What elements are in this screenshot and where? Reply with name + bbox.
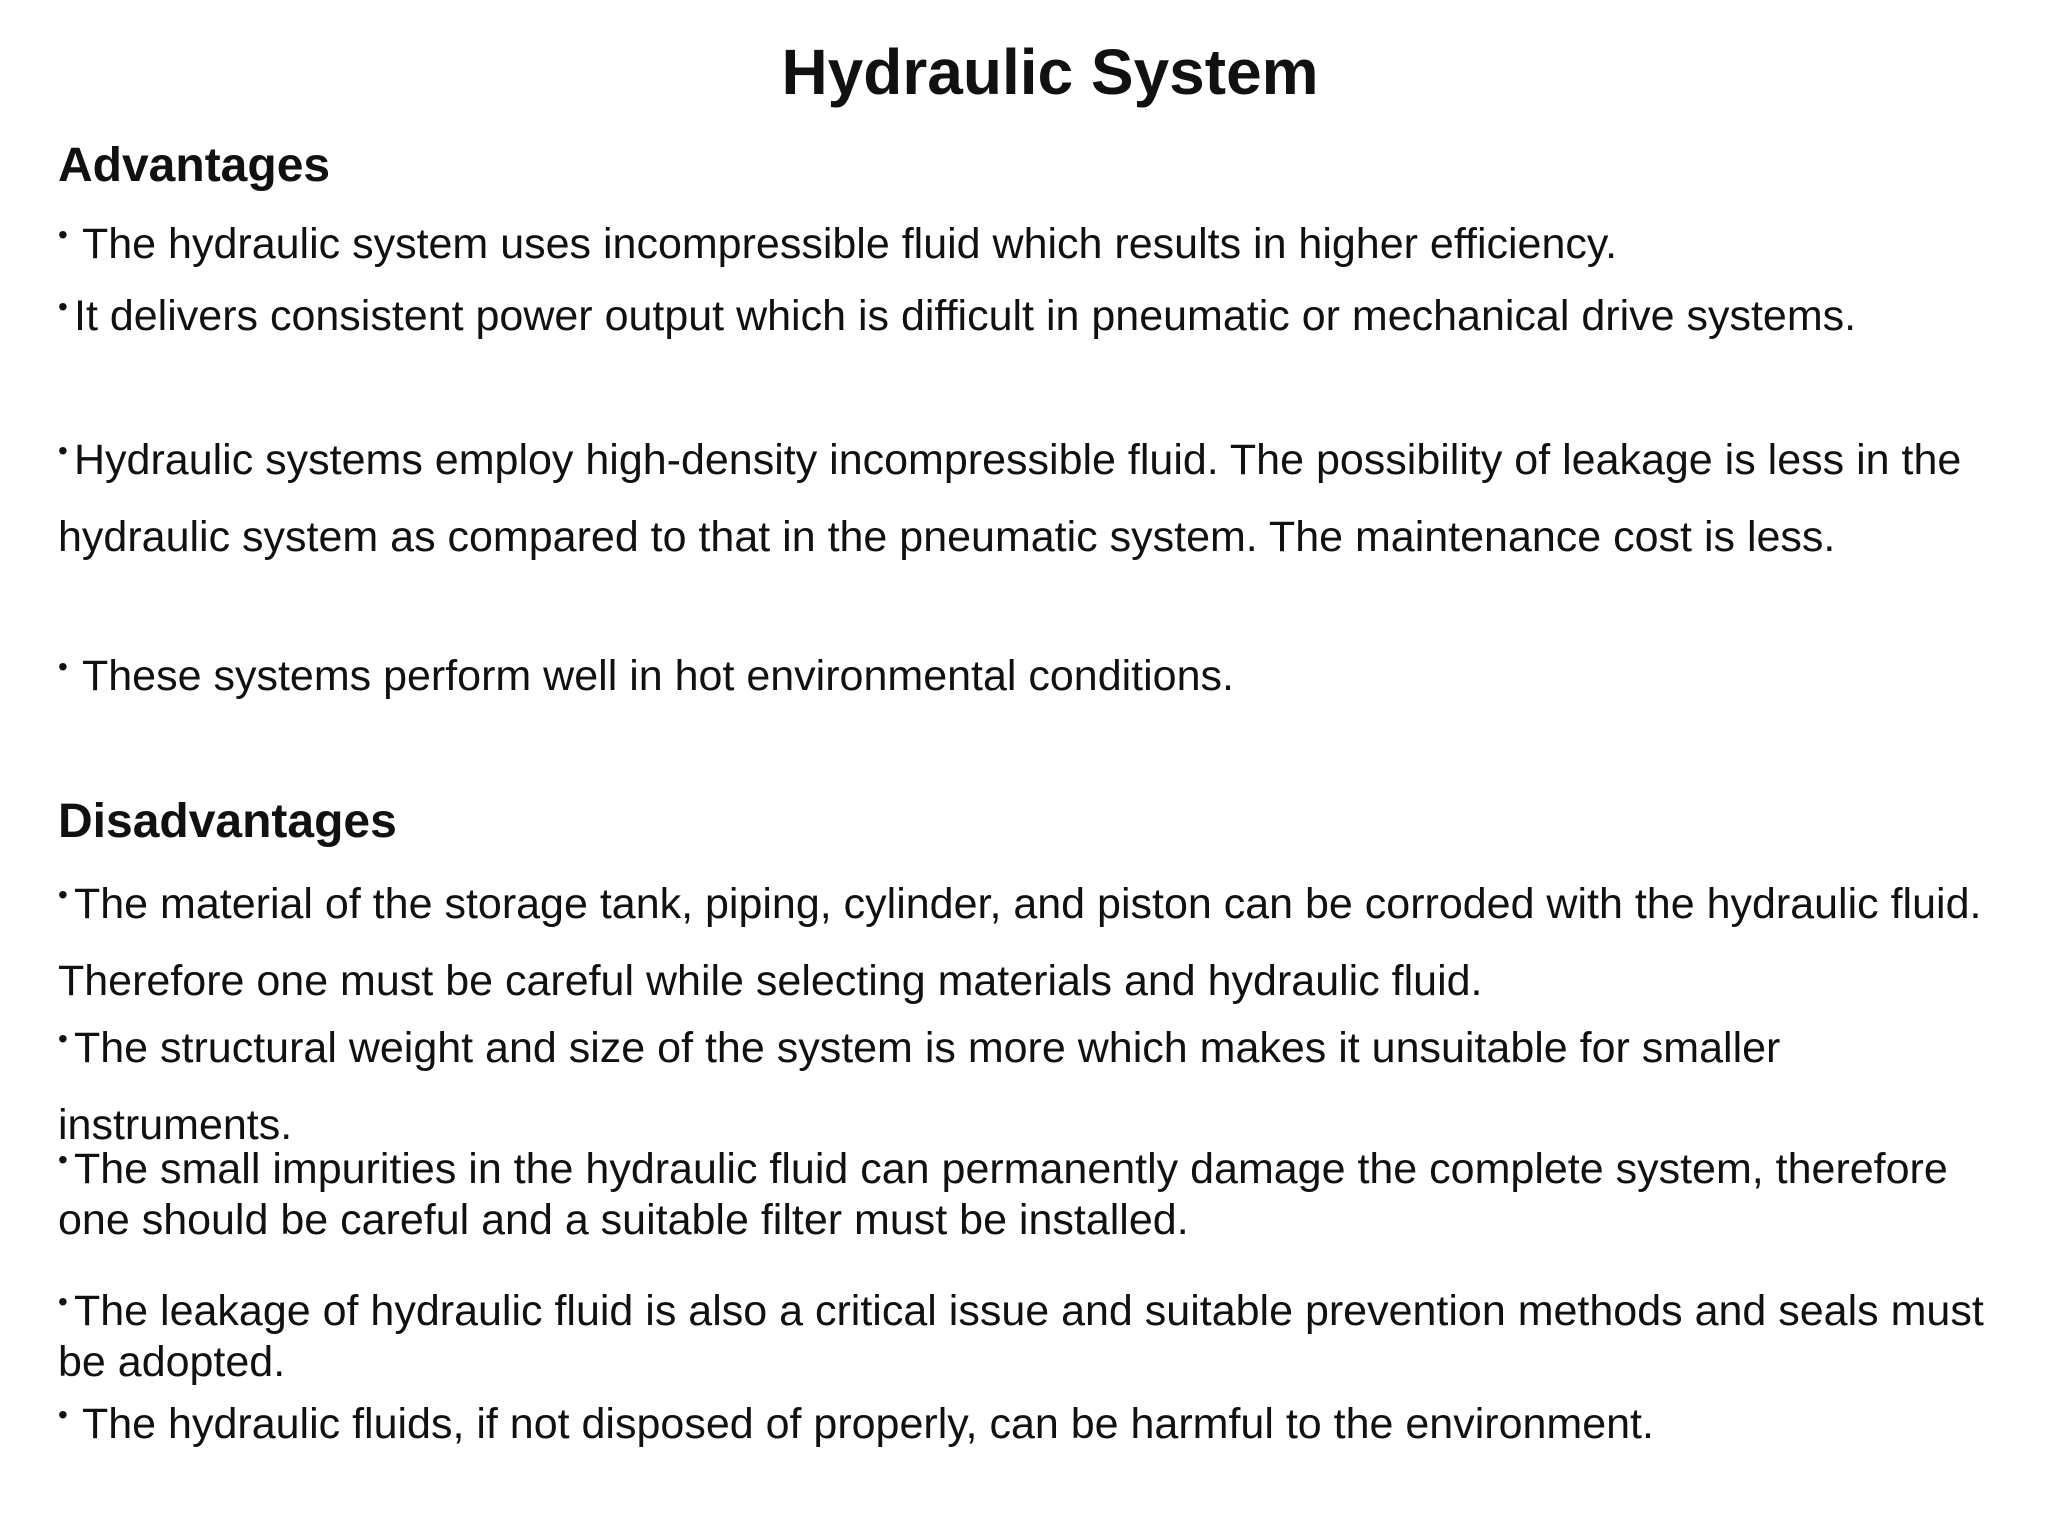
advantage-item-text: Hydraulic systems employ high-density incompressible fluid. The possibility of leakage is less in the hydraulic system as compared to that in the pneumatic system. The maintenance cost is less. <box>58 436 1962 561</box>
advantage-item-text: The hydraulic system uses incompressible fluid which results in higher efficiency. <box>82 220 1618 268</box>
advantage-item-text: These systems perform well in hot environmental conditions. <box>82 652 1234 700</box>
disadvantage-item-text: The material of the storage tank, piping, cylinder, and piston can be corroded with the hydraulic fluid. Therefore one must be careful while selecting materials and hydraulic fluid. <box>58 880 1982 1005</box>
bullet-icon: • <box>58 1399 68 1430</box>
advantage-item <box>58 280 2018 357</box>
bullet-icon: • <box>58 879 68 910</box>
advantage-item <box>58 640 2018 717</box>
disadvantage-item <box>58 1388 2018 1465</box>
disadvantage-item <box>58 868 2018 1017</box>
advantage-item-text: It delivers consistent power output which is difficult in pneumatic or mechanical drive systems. <box>74 292 1857 340</box>
disadvantage-item-text: The small impurities in the hydraulic fluid can permanently damage the complete system, therefore one should be careful and a suitable filter must be installed. <box>58 1145 1948 1244</box>
bullet-icon: • <box>58 1144 68 1175</box>
advantage-item <box>58 424 2018 573</box>
advantage-item <box>58 208 2018 285</box>
bullet-icon: • <box>58 219 68 250</box>
disadvantage-item-text: The structural weight and size of the system is more which makes it unsuitable for smaller instruments. <box>58 1024 1781 1149</box>
bullet-icon: • <box>58 435 68 466</box>
bullet-icon: • <box>58 1023 68 1054</box>
disadvantage-item <box>58 1288 2018 1385</box>
disadvantages-heading: Disadvantages <box>58 795 397 848</box>
bullet-icon: • <box>58 651 68 682</box>
advantages-heading: Advantages <box>58 139 331 192</box>
disadvantage-item <box>58 1146 2018 1243</box>
disadvantage-item-text: The hydraulic fluids, if not disposed of properly, can be harmful to the environment. <box>82 1400 1654 1448</box>
slide-title: Hydraulic System <box>781 36 1319 108</box>
disadvantage-item-text: The leakage of hydraulic fluid is also a critical issue and suitable prevention methods and seals must be adopted. <box>58 1287 1984 1386</box>
disadvantage-item <box>58 1012 2018 1161</box>
bullet-icon: • <box>58 291 68 322</box>
bullet-icon: • <box>58 1286 68 1317</box>
